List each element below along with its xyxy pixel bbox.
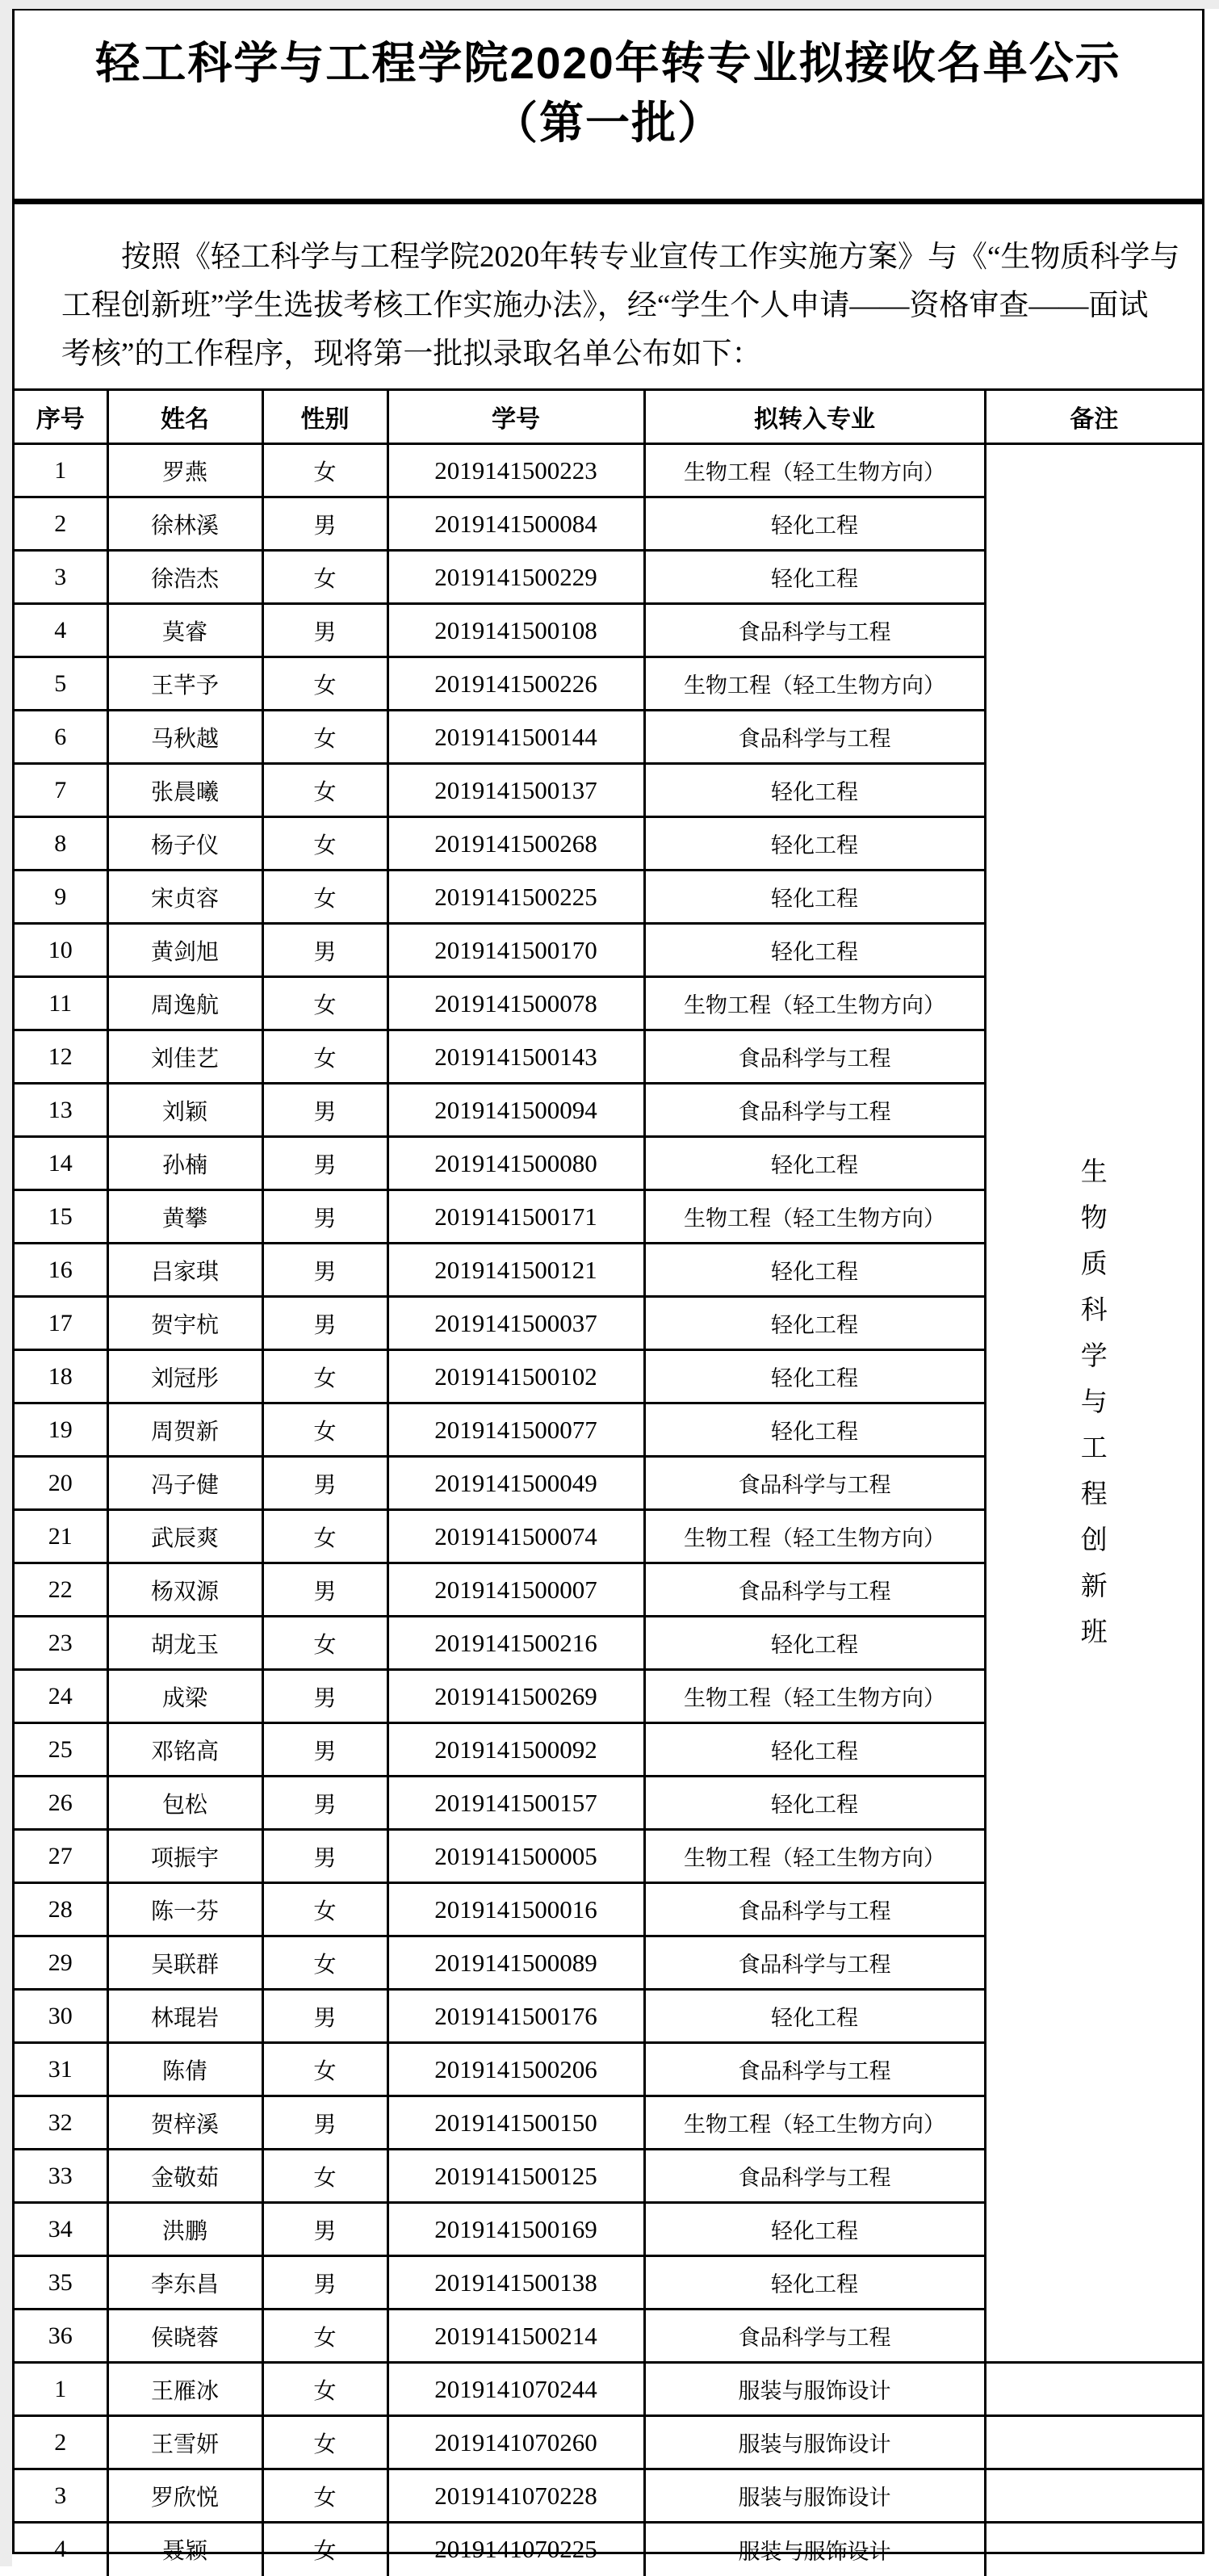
cell-gender: 女 [262,1350,387,1403]
cell-student-id: 2019141500169 [387,2203,644,2256]
cell-student-name: 孙楠 [107,1137,262,1190]
cell-student-id: 2019141500157 [387,1777,644,1830]
cell-gender: 女 [262,871,387,924]
cell-target-major: 食品科学与工程 [644,2043,985,2096]
cell-student-id: 2019141500214 [387,2310,644,2363]
cell-gender: 女 [262,1030,387,1084]
cell-student-name: 吕家琪 [107,1244,262,1297]
table-row [15,444,1202,497]
cell-target-major: 食品科学与工程 [644,2150,985,2203]
cell-target-major: 轻化工程 [644,871,985,924]
cell-gender: 女 [262,444,387,497]
cell-student-id: 2019141500137 [387,764,644,817]
cell-serial-number: 9 [15,871,107,924]
cell-student-id: 2019141500225 [387,871,644,924]
cell-student-name: 黄剑旭 [107,924,262,977]
cell-note-empty [985,2523,1202,2576]
cell-student-name: 徐林溪 [107,497,262,551]
cell-target-major: 生物工程（轻工生物方向） [644,657,985,711]
cell-student-name: 黄攀 [107,1190,262,1244]
left-edge-strip [0,0,12,2566]
cell-student-id: 2019141500080 [387,1137,644,1190]
cell-target-major: 生物工程（轻工生物方向） [644,1830,985,1883]
cell-student-id: 2019141500226 [387,657,644,711]
page-title-line2: （第一批） [492,98,723,148]
cell-student-id: 2019141500074 [387,1510,644,1563]
cell-gender: 男 [262,1137,387,1190]
cell-student-name: 罗欣悦 [107,2469,262,2523]
cell-gender: 男 [262,1990,387,2043]
roster-table [15,388,1202,2576]
header-no: 序号 [15,390,107,444]
cell-student-id: 2019141070228 [387,2469,644,2523]
cell-gender: 男 [262,1777,387,1830]
table-row [15,2416,1202,2469]
cell-student-name: 徐浩杰 [107,551,262,604]
cell-student-id: 2019141500005 [387,1830,644,1883]
cell-gender: 男 [262,604,387,657]
cell-student-id: 2019141500016 [387,1883,644,1936]
cell-serial-number: 22 [15,1563,107,1617]
cell-target-major: 服装与服饰设计 [644,2416,985,2469]
cell-target-major: 轻化工程 [644,551,985,604]
cell-gender: 男 [262,2096,387,2150]
cell-target-major: 食品科学与工程 [644,1084,985,1137]
cell-student-name: 项振宇 [107,1830,262,1883]
cell-student-name: 成梁 [107,1670,262,1723]
cell-serial-number: 26 [15,1777,107,1830]
cell-student-name: 贺梓溪 [107,2096,262,2150]
cell-target-major: 服装与服饰设计 [644,2363,985,2416]
cell-student-id: 2019141500144 [387,711,644,764]
cell-student-id: 2019141500049 [387,1457,644,1510]
cell-student-id: 2019141500229 [387,551,644,604]
cell-target-major: 食品科学与工程 [644,1030,985,1084]
cell-gender: 女 [262,2043,387,2096]
cell-serial-number: 17 [15,1297,107,1350]
cell-student-name: 邓铭高 [107,1723,262,1777]
cell-gender: 男 [262,924,387,977]
cell-gender: 男 [262,497,387,551]
cell-target-major: 轻化工程 [644,1244,985,1297]
cell-student-id: 2019141500206 [387,2043,644,2096]
cell-target-major: 生物工程（轻工生物方向） [644,1670,985,1723]
cell-gender: 男 [262,2203,387,2256]
top-edge-strip [0,0,1219,9]
cell-gender: 男 [262,2256,387,2310]
cell-student-id: 2019141070260 [387,2416,644,2469]
cell-student-name: 罗燕 [107,444,262,497]
cell-serial-number: 2 [15,497,107,551]
cell-target-major: 食品科学与工程 [644,1936,985,1990]
intro-line: 考核”的工作程序，现将第一批拟录取名单公布如下： [61,338,762,371]
cell-serial-number: 21 [15,1510,107,1563]
cell-target-major: 轻化工程 [644,1617,985,1670]
cell-student-name: 陈倩 [107,2043,262,2096]
cell-student-id: 2019141070244 [387,2363,644,2416]
document-page [12,9,1204,2564]
cell-student-id: 2019141500121 [387,1244,644,1297]
cell-target-major: 食品科学与工程 [644,604,985,657]
header-major: 拟转入专业 [644,390,985,444]
cell-gender: 男 [262,1670,387,1723]
cell-student-name: 洪鹏 [107,2203,262,2256]
cell-target-major: 生物工程（轻工生物方向） [644,1190,985,1244]
cell-gender: 女 [262,1510,387,1563]
cell-student-id: 2019141500216 [387,1617,644,1670]
cell-serial-number: 1 [15,444,107,497]
cell-gender: 女 [262,1617,387,1670]
cell-student-name: 冯子健 [107,1457,262,1510]
cell-serial-number: 24 [15,1670,107,1723]
note-vertical-text: 生物质科学与工程创新班 [1080,1158,1108,1647]
cell-student-name: 包松 [107,1777,262,1830]
cell-serial-number: 2 [15,2416,107,2469]
cell-target-major: 轻化工程 [644,817,985,871]
cell-target-major: 生物工程（轻工生物方向） [644,977,985,1030]
header-name: 姓名 [107,390,262,444]
cell-serial-number: 36 [15,2310,107,2363]
cell-student-id: 2019141070225 [387,2523,644,2576]
cell-serial-number: 6 [15,711,107,764]
cell-student-name: 杨子仪 [107,817,262,871]
cell-target-major: 食品科学与工程 [644,1563,985,1617]
cell-gender: 女 [262,2310,387,2363]
cell-serial-number: 20 [15,1457,107,1510]
cell-serial-number: 34 [15,2203,107,2256]
cell-serial-number: 5 [15,657,107,711]
cell-student-name: 刘佳艺 [107,1030,262,1084]
cell-target-major: 生物工程（轻工生物方向） [644,444,985,497]
page-title-line1: 轻工科学与工程学院2020年转专业拟接收名单公示 [95,38,1121,88]
cell-target-major: 轻化工程 [644,1297,985,1350]
cell-gender: 男 [262,1297,387,1350]
cell-gender: 女 [262,2150,387,2203]
table-row [15,2363,1202,2416]
cell-student-id: 2019141500102 [387,1350,644,1403]
cell-target-major: 轻化工程 [644,1990,985,2043]
cell-target-major: 轻化工程 [644,2256,985,2310]
cell-note-empty [985,2469,1202,2523]
table-header-row [15,390,1202,444]
cell-student-id: 2019141500269 [387,1670,644,1723]
cell-student-name: 贺宇杭 [107,1297,262,1350]
cell-student-id: 2019141500143 [387,1030,644,1084]
cell-gender: 男 [262,1563,387,1617]
cell-serial-number: 1 [15,2363,107,2416]
cell-student-id: 2019141500176 [387,1990,644,2043]
cell-student-id: 2019141500125 [387,2150,644,2203]
table-row [15,2469,1202,2523]
cell-target-major: 轻化工程 [644,497,985,551]
cell-serial-number: 23 [15,1617,107,1670]
cell-student-id: 2019141500223 [387,444,644,497]
cell-student-name: 王雪妍 [107,2416,262,2469]
cell-gender: 男 [262,1084,387,1137]
cell-student-name: 杨双源 [107,1563,262,1617]
cell-student-id: 2019141500171 [387,1190,644,1244]
cell-student-id: 2019141500084 [387,497,644,551]
cell-target-major: 轻化工程 [644,2203,985,2256]
cell-student-id: 2019141500138 [387,2256,644,2310]
cell-serial-number: 8 [15,817,107,871]
cell-target-major: 生物工程（轻工生物方向） [644,2096,985,2150]
cell-serial-number: 15 [15,1190,107,1244]
intro-line: 按照《轻工科学与工程学院2020年转专业宣传工作实施方案》与《“生物质科学与 [121,241,1180,274]
cell-gender: 女 [262,2523,387,2576]
cell-student-id: 2019141500077 [387,1403,644,1457]
cell-gender: 女 [262,1883,387,1936]
cell-student-name: 刘冠彤 [107,1350,262,1403]
cell-gender: 女 [262,551,387,604]
cell-student-name: 王雁冰 [107,2363,262,2416]
cell-student-name: 侯晓蓉 [107,2310,262,2363]
cell-target-major: 轻化工程 [644,1723,985,1777]
cell-student-name: 胡龙玉 [107,1617,262,1670]
cell-student-name: 林琨岩 [107,1990,262,2043]
cell-serial-number: 19 [15,1403,107,1457]
cell-student-id: 2019141500268 [387,817,644,871]
cell-note-empty [985,2363,1202,2416]
cell-student-id: 2019141500170 [387,924,644,977]
cell-gender: 男 [262,1723,387,1777]
cell-student-name: 金敬茹 [107,2150,262,2203]
cell-gender: 男 [262,1244,387,1297]
cell-gender: 女 [262,711,387,764]
cell-student-id: 2019141500092 [387,1723,644,1777]
table-body [15,444,1202,2576]
table-row [15,2523,1202,2576]
cell-serial-number: 4 [15,604,107,657]
cell-serial-number: 3 [15,2469,107,2523]
cell-gender: 女 [262,764,387,817]
cell-student-id: 2019141500150 [387,2096,644,2150]
cell-target-major: 轻化工程 [644,764,985,817]
cell-target-major: 食品科学与工程 [644,1457,985,1510]
cell-serial-number: 18 [15,1350,107,1403]
cell-target-major: 服装与服饰设计 [644,2523,985,2576]
cell-student-id: 2019141500094 [387,1084,644,1137]
header-sid: 学号 [387,390,644,444]
cell-gender: 男 [262,1457,387,1510]
cell-serial-number: 27 [15,1830,107,1883]
cell-student-id: 2019141500007 [387,1563,644,1617]
cell-gender: 男 [262,1830,387,1883]
cell-gender: 女 [262,2416,387,2469]
cell-gender: 女 [262,977,387,1030]
intro-line: 工程创新班”学生选拔考核工作实施办法》，经“学生个人申请——资格审查——面试 [61,289,1149,322]
cell-serial-number: 29 [15,1936,107,1990]
cell-student-name: 李东昌 [107,2256,262,2310]
cell-gender: 女 [262,2469,387,2523]
cell-note-empty [985,2416,1202,2469]
cell-student-name: 聂颖 [107,2523,262,2576]
cell-target-major: 生物工程（轻工生物方向） [644,1510,985,1563]
content-box [15,199,1202,2576]
cell-target-major: 轻化工程 [644,924,985,977]
cell-serial-number: 14 [15,1137,107,1190]
cell-serial-number: 28 [15,1883,107,1936]
intro-paragraph [15,204,1202,388]
cell-target-major: 服装与服饰设计 [644,2469,985,2523]
cell-serial-number: 31 [15,2043,107,2096]
cell-serial-number: 10 [15,924,107,977]
cell-target-major: 轻化工程 [644,1350,985,1403]
cell-serial-number: 4 [15,2523,107,2576]
cell-student-id: 2019141500108 [387,604,644,657]
header-note: 备注 [985,390,1202,444]
cell-target-major: 食品科学与工程 [644,711,985,764]
cell-gender: 女 [262,1936,387,1990]
cell-student-name: 王芊予 [107,657,262,711]
cell-student-name: 马秋越 [107,711,262,764]
cell-student-name: 莫睿 [107,604,262,657]
cell-student-name: 周贺新 [107,1403,262,1457]
cell-serial-number: 3 [15,551,107,604]
cell-student-id: 2019141500037 [387,1297,644,1350]
cell-serial-number: 25 [15,1723,107,1777]
cell-serial-number: 11 [15,977,107,1030]
cell-serial-number: 30 [15,1990,107,2043]
cell-serial-number: 35 [15,2256,107,2310]
cell-gender: 女 [262,817,387,871]
cell-target-major: 轻化工程 [644,1403,985,1457]
cell-student-name: 张晨曦 [107,764,262,817]
cell-student-name: 周逸航 [107,977,262,1030]
cell-target-major: 食品科学与工程 [644,1883,985,1936]
cell-target-major: 食品科学与工程 [644,2310,985,2363]
cell-serial-number: 32 [15,2096,107,2150]
merged-note-cell [985,444,1202,2363]
cell-student-id: 2019141500078 [387,977,644,1030]
cell-target-major: 轻化工程 [644,1777,985,1830]
cell-serial-number: 7 [15,764,107,817]
cell-serial-number: 33 [15,2150,107,2203]
cell-gender: 女 [262,657,387,711]
cell-student-name: 吴联群 [107,1936,262,1990]
cell-serial-number: 12 [15,1030,107,1084]
title-block [15,10,1202,199]
header-gender: 性别 [262,390,387,444]
cell-gender: 女 [262,1403,387,1457]
cell-student-name: 宋贞容 [107,871,262,924]
cell-serial-number: 16 [15,1244,107,1297]
cell-gender: 男 [262,1190,387,1244]
cell-gender: 女 [262,2363,387,2416]
cell-student-name: 武辰爽 [107,1510,262,1563]
cell-student-name: 陈一芬 [107,1883,262,1936]
cell-serial-number: 13 [15,1084,107,1137]
cell-student-id: 2019141500089 [387,1936,644,1990]
cell-target-major: 轻化工程 [644,1137,985,1190]
cell-student-name: 刘颖 [107,1084,262,1137]
